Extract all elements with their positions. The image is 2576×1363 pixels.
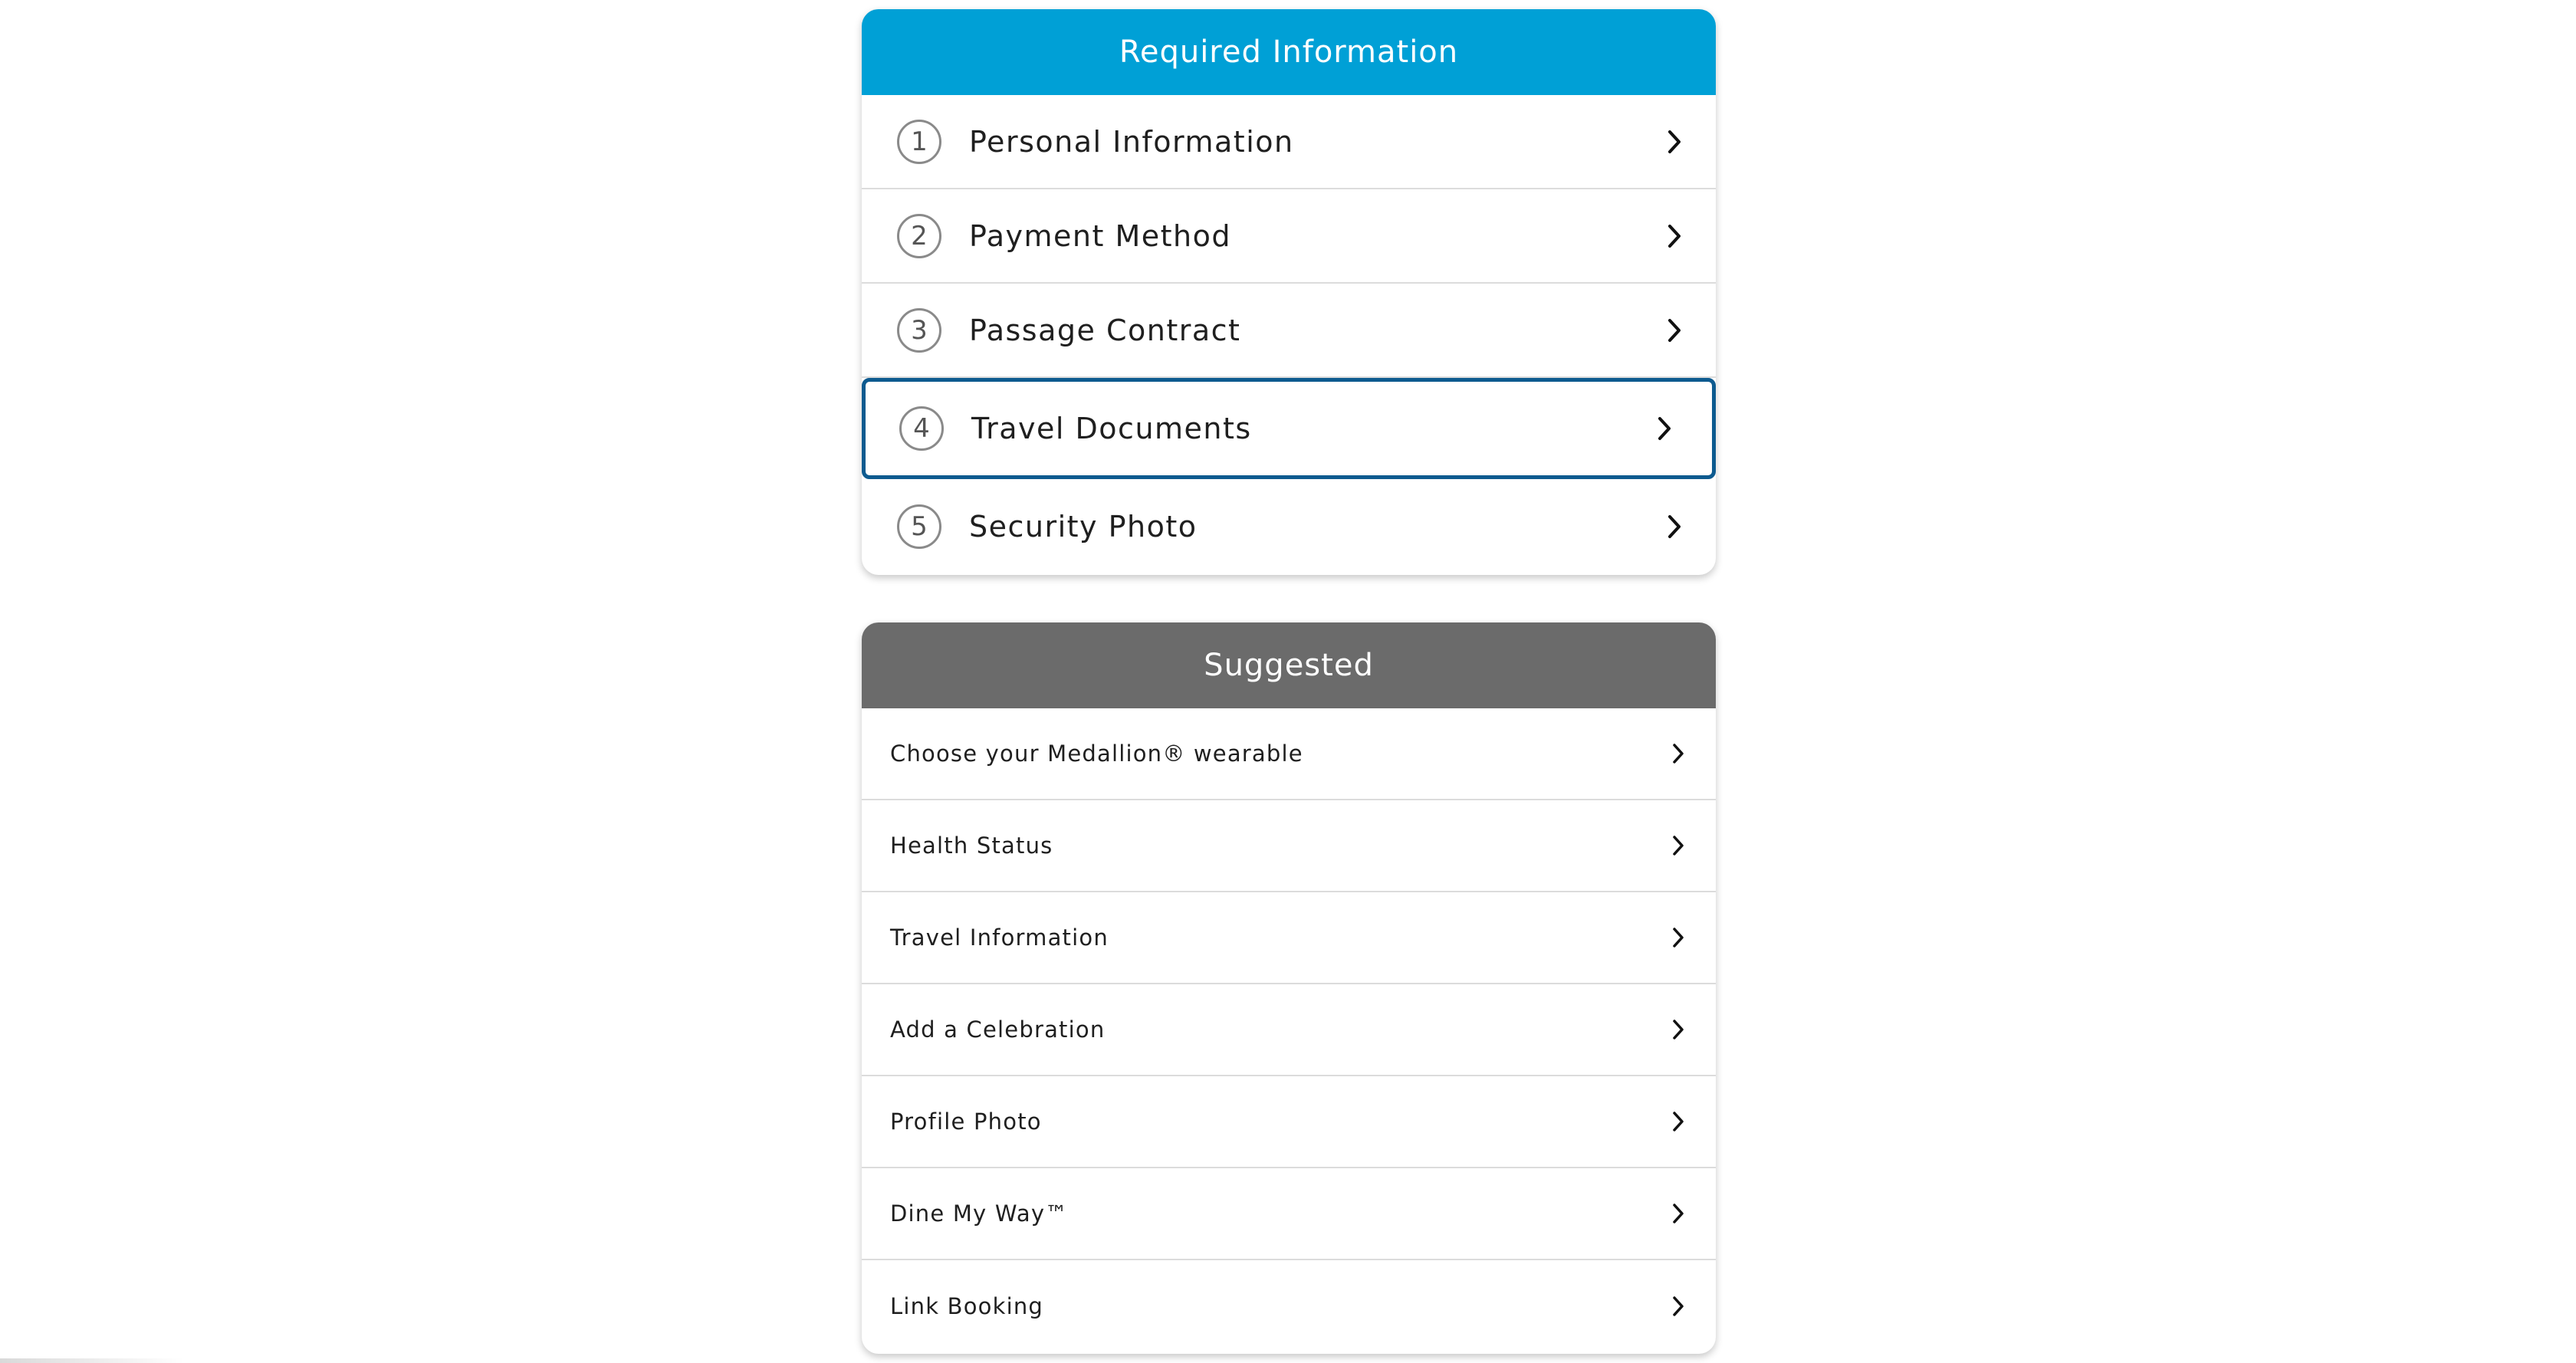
suggested-item-label: Choose your Medallion® wearable [890, 741, 1303, 767]
step-number-badge: 5 [897, 504, 941, 549]
suggested-item-label: Travel Information [890, 925, 1109, 951]
suggested-item-health-status[interactable] [862, 800, 1716, 892]
suggested-item-label: Link Booking [890, 1293, 1044, 1319]
required-item-label: Travel Documents [971, 412, 1252, 445]
required-information-header [862, 9, 1716, 95]
suggested-title: Suggested [1204, 648, 1374, 683]
chevron-right-icon [1670, 1295, 1687, 1318]
suggested-item-label: Add a Celebration [890, 1017, 1106, 1043]
suggested-item-link-booking[interactable] [862, 1260, 1716, 1352]
required-information-title: Required Information [1119, 34, 1459, 70]
suggested-item-label: Health Status [890, 833, 1053, 859]
required-information-card [862, 9, 1716, 575]
suggested-item-travel-information[interactable] [862, 892, 1716, 984]
suggested-item-medallion-wearable[interactable] [862, 708, 1716, 800]
required-item-security-photo[interactable] [862, 479, 1716, 573]
chevron-right-icon [1670, 1018, 1687, 1041]
required-item-payment-method[interactable] [862, 189, 1716, 284]
chevron-right-icon [1664, 317, 1685, 343]
suggested-item-profile-photo[interactable] [862, 1076, 1716, 1168]
required-item-label: Security Photo [969, 509, 1198, 544]
required-item-travel-documents[interactable] [862, 378, 1716, 479]
suggested-item-add-celebration[interactable] [862, 984, 1716, 1076]
step-number-badge: 2 [897, 214, 941, 258]
chevron-right-icon [1670, 1110, 1687, 1133]
required-item-label: Payment Method [969, 218, 1231, 253]
required-item-passage-contract[interactable] [862, 284, 1716, 378]
suggested-item-dine-my-way[interactable] [862, 1168, 1716, 1260]
bottom-edge-shadow [0, 1358, 184, 1363]
suggested-card [862, 622, 1716, 1354]
suggested-header [862, 622, 1716, 708]
step-number-badge: 1 [897, 120, 941, 164]
suggested-item-label: Profile Photo [890, 1108, 1042, 1135]
step-number-badge: 3 [897, 308, 941, 353]
step-number-badge: 4 [899, 406, 944, 451]
chevron-right-icon [1664, 223, 1685, 249]
suggested-item-label: Dine My Way™ [890, 1200, 1069, 1227]
chevron-right-icon [1664, 129, 1685, 155]
required-item-personal-information[interactable] [862, 95, 1716, 189]
chevron-right-icon [1654, 415, 1675, 442]
chevron-right-icon [1664, 514, 1685, 540]
chevron-right-icon [1670, 1202, 1687, 1225]
required-item-label: Passage Contract [969, 313, 1241, 347]
chevron-right-icon [1670, 834, 1687, 857]
chevron-right-icon [1670, 742, 1687, 765]
required-item-label: Personal Information [969, 124, 1294, 159]
chevron-right-icon [1670, 926, 1687, 949]
